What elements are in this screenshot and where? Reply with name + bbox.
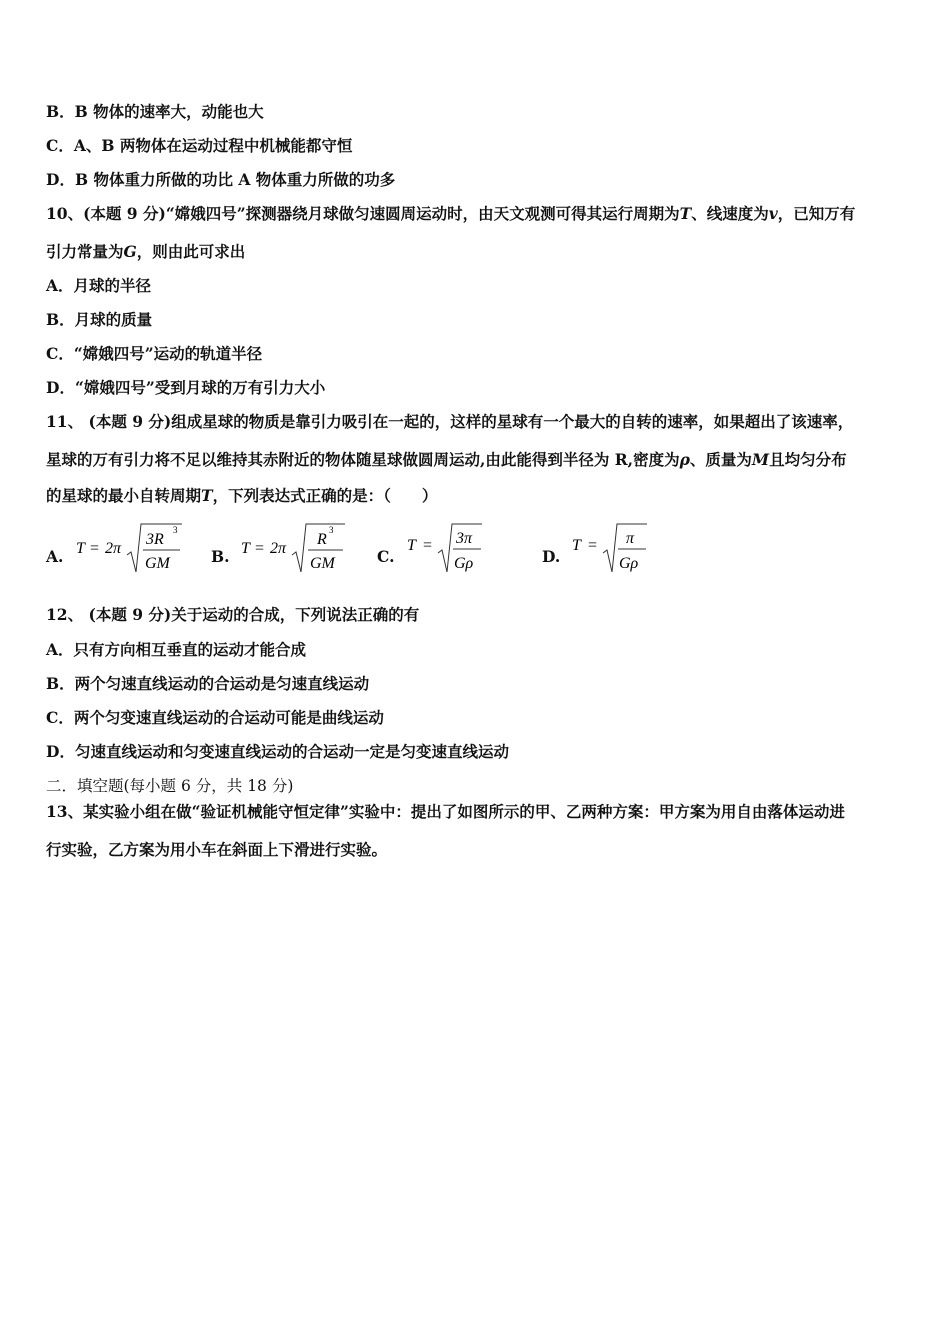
formula-lhs: T [407,537,416,554]
q12-option-b [46,674,369,694]
q10-text: 、线速度为 [691,204,769,223]
formula-numerator: 3R [146,531,164,548]
q11-option-b-label: B. [211,547,230,566]
q10-text: 引力常量为 [46,242,124,261]
option-letter: D． [46,378,75,397]
q11-text: 且均匀分布 [769,450,847,469]
q11-option-b-formula [241,522,351,576]
option-text: A、B 两物体在运动过程中机械能都守恒 [73,136,353,155]
q9-option-c [46,136,352,156]
q11-option-a-label: A. [46,547,64,566]
formula-numerator: π [626,530,635,547]
q11-option-d-label: D. [542,547,561,566]
q9-option-d [46,170,395,190]
formula-lhs: T [241,540,250,557]
option-text: “嫦娥四号”运动的轨道半径 [73,344,263,363]
formula-equals: = [588,537,598,554]
question-number: 13、 [46,802,84,821]
section-title: 二．填空题(每小题 6 分，共 18 分) [46,777,294,795]
q10-stem-line1 [46,204,855,224]
q11-option-a-formula [76,522,186,576]
q13-text: 某实验小组在做“验证机械能守恒定律”实验中：提出了如图所示的甲、乙两种方案：甲方案为用自由落体运动进 [83,802,845,821]
q10-text: ，则由此可求出 [136,242,246,261]
var-T: T [201,486,213,505]
option-letter: B． [46,674,75,693]
formula-denominator: Gρ [454,555,474,572]
q10-stem-line2 [46,242,245,262]
question-number: 11、 [46,412,84,431]
var-M: M [751,450,770,469]
q11-option-c-label: C. [377,547,395,566]
q11-stem-line3 [46,486,437,506]
formula-numerator: 3π [456,530,473,547]
formula-exponent: 3 [329,525,334,535]
option-text: 两个匀变速直线运动的合运动可能是曲线运动 [73,708,384,727]
var-v: v [768,204,778,223]
formula-d-svg [572,522,652,576]
option-letter: D． [46,742,75,761]
question-score: (本题 9 分) [83,204,166,223]
q9-option-b [46,102,264,122]
q12-option-c [46,708,384,728]
q11-option-d-formula [572,522,652,576]
question-score: (本题 9 分) [88,412,172,431]
q11-option-c-formula [407,522,487,576]
formula-c-svg [407,522,487,576]
q10-option-d [46,378,325,398]
question-score: (本题 9 分) [88,605,172,624]
option-text: 只有方向相互垂直的运动才能合成 [73,640,307,659]
q10-option-c [46,344,262,364]
q11-text: 组成星球的物质是靠引力吸引在一起的，这样的星球有一个最大的自转的速率，如果超出了该速率， [171,412,854,431]
formula-a-svg [76,522,186,576]
q12-stem [46,605,419,625]
q13-stem-line2: 行实验，乙方案为用小车在斜面上下滑进行实验。 [46,840,388,859]
formula-denominator: Gρ [619,555,639,572]
q11-stem-line1 [46,412,853,432]
q11-text: ，下列表达式正确的是：（ ） [212,486,438,505]
formula-lhs: T [76,540,85,557]
q11-text: 、质量为 [689,450,752,469]
q11-stem-line2 [46,450,847,470]
formula-exponent: 3 [173,525,178,535]
option-text: 匀速直线运动和匀变速直线运动的合运动一定是匀变速直线运动 [74,742,509,761]
option-letter: C． [46,708,74,727]
var-rho: ρ [679,450,690,469]
formula-equals: = [90,540,100,557]
option-letter: A． [46,640,74,659]
var-T: T [679,204,692,223]
option-text: “嫦娥四号”受到月球的万有引力大小 [74,378,326,397]
option-letter: A． [46,276,74,295]
formula-b-svg [241,522,351,576]
formula-equals: = [423,537,433,554]
var-G: G [123,242,137,261]
q11-text: 星球的万有引力将不足以维持其赤附近的物体随星球做圆周运动,由此能得到半径为 R,密度为 [46,450,680,469]
q13-stem-line1 [46,802,845,822]
q10-option-a [46,276,151,296]
option-letter: B． [46,102,75,121]
q10-text: “嫦娥四号”探测器绕月球做匀速圆周运动时，由天文观测可得其运行周期为 [165,204,680,223]
formula-denominator: GM [310,555,335,572]
formula-denominator: GM [145,555,170,572]
option-letter: C． [46,136,74,155]
formula-coef: 2π [270,540,287,557]
q11-text: 的星球的最小自转周期 [46,486,202,505]
q10-option-b [46,310,152,330]
option-letter: B． [46,310,75,329]
option-text: 月球的半径 [73,276,152,295]
option-letter: C． [46,344,74,363]
q12-option-a [46,640,306,660]
formula-coef: 2π [105,540,122,557]
question-number: 10、 [46,204,84,223]
formula-numerator: R [317,531,327,548]
q10-text: ，已知万有 [777,204,856,223]
formula-lhs: T [572,537,581,554]
q12-option-d [46,742,509,762]
question-number: 12、 [46,605,84,624]
option-text: 月球的质量 [74,310,153,329]
option-letter: D． [46,170,75,189]
option-text: 两个匀速直线运动的合运动是匀速直线运动 [74,674,370,693]
q12-text: 关于运动的合成，下列说法正确的有 [171,605,420,624]
option-text: B 物体重力所做的功比 A 物体重力所做的功多 [74,170,396,189]
option-text: B 物体的速率大，动能也大 [74,102,264,121]
formula-equals: = [255,540,265,557]
